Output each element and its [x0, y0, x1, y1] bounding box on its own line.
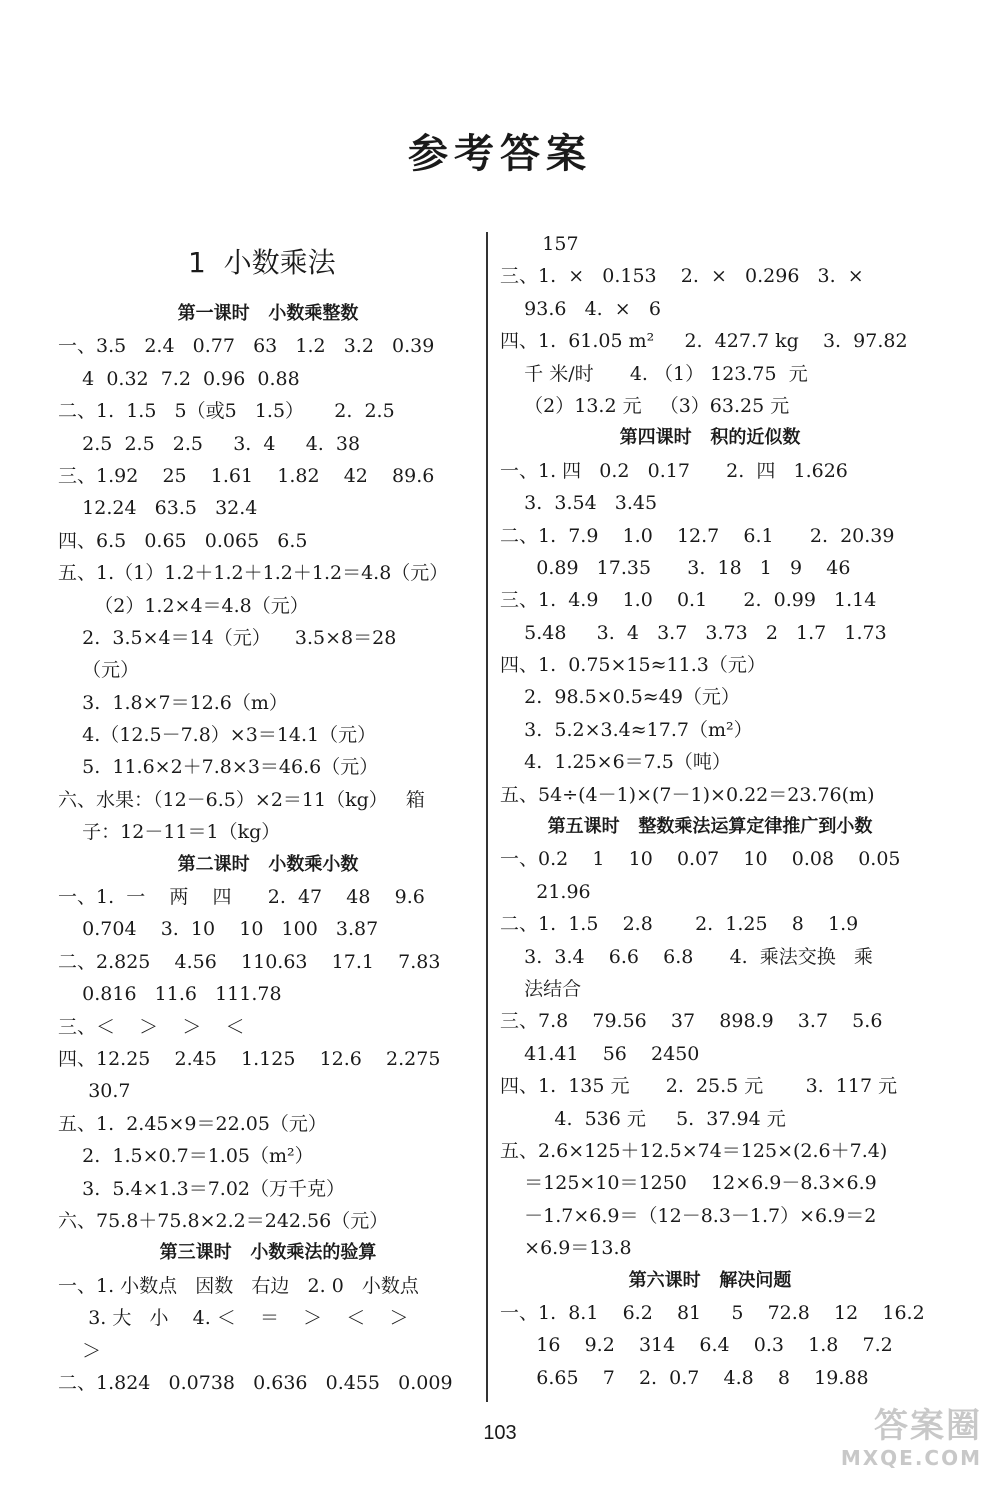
- watermark-bottom-text: MXQE.COM: [840, 1446, 982, 1470]
- answer-line: 4. 1.25×6＝7.5（吨）: [500, 751, 731, 774]
- answer-line: 二、1. 1.5 2.8 2. 1.25 8 1.9: [500, 913, 859, 936]
- answer-line: 三、1.92 25 1.61 1.82 42 89.6: [58, 464, 435, 487]
- watermark-logo: [782, 1406, 982, 1476]
- lesson-heading: 第四课时 积的近似数: [619, 427, 801, 449]
- answer-line: 三、＜ ＞ ＞ ＜: [58, 1015, 245, 1038]
- answer-line: 一、1. 一 两 四 2. 47 48 9.6: [58, 886, 425, 909]
- left-column: [58, 228, 478, 1399]
- answer-line: 2. 3.5×4＝14（元） 3.5×8＝28: [58, 626, 397, 649]
- lesson-heading: 第二课时 小数乘小数: [177, 853, 359, 875]
- answer-line: 0.89 17.35 3. 18 1 9 46: [500, 556, 851, 579]
- answer-line: 12.24 63.5 32.4: [58, 497, 258, 520]
- answer-line: 3. 1.8×7＝12.6（m）: [58, 691, 288, 714]
- answer-line: 4.（12.5－7.8）×3＝14.1（元）: [58, 724, 377, 747]
- answer-line: 六、75.8＋75.8×2.2＝242.56（元）: [58, 1209, 389, 1232]
- answer-line: 21.96: [500, 880, 591, 903]
- page-title: 参考答案: [408, 131, 592, 177]
- answer-line: 四、6.5 0.65 0.065 6.5: [58, 529, 308, 552]
- answer-line: ＝125×10＝1250 12×6.9－8.3×6.9: [500, 1172, 877, 1195]
- answer-line: 四、1. 135 元 2. 25.5 元 3. 117 元: [500, 1075, 898, 1098]
- lesson-heading: 第六课时 解决问题: [628, 1269, 792, 1291]
- answer-line: 三、1. × 0.153 2. × 0.296 3. ×: [500, 265, 864, 288]
- answer-line: 千 米/时 4. （1） 123.75 元: [500, 362, 808, 385]
- answer-line: 一、1. 8.1 6.2 81 5 72.8 12 16.2: [500, 1301, 925, 1324]
- answer-line: 16 9.2 314 6.4 0.3 1.8 7.2: [500, 1334, 893, 1357]
- answer-line: 6.65 7 2. 0.7 4.8 8 19.88: [500, 1366, 869, 1389]
- answer-line: 四、1. 61.05 m² 2. 427.7 kg 3. 97.82: [500, 330, 908, 353]
- answer-line: 4 0.32 7.2 0.96 0.88: [58, 367, 300, 390]
- answer-line: 二、1. 7.9 1.0 12.7 6.1 2. 20.39: [500, 524, 895, 547]
- answer-line: 3. 3.4 6.6 6.8 4. 乘法交换 乘: [500, 945, 873, 968]
- answer-line: 子：12－11＝1（kg）: [58, 821, 281, 844]
- answer-line: 30.7: [58, 1080, 131, 1103]
- answer-line: 五、2.6×125＋12.5×74＝125×(2.6＋7.4): [500, 1139, 888, 1162]
- answer-line: ＞: [58, 1339, 102, 1362]
- answer-line: 5.48 3. 4 3.7 3.73 2 1.7 1.73: [500, 621, 887, 644]
- answer-line: 一、1. 四 0.2 0.17 2. 四 1.626: [500, 459, 848, 482]
- answer-line: ×6.9＝13.8: [500, 1237, 632, 1260]
- right-column: [500, 228, 925, 1394]
- answer-line: 0.704 3. 10 10 100 3.87: [58, 918, 379, 941]
- answer-line: 41.41 56 2450: [500, 1042, 700, 1065]
- answer-line: 2.5 2.5 2.5 3. 4 4. 38: [58, 432, 361, 455]
- answer-line: 2. 1.5×0.7＝1.05（m²）: [58, 1145, 314, 1168]
- answer-line: 4. 536 元 5. 37.94 元: [500, 1107, 786, 1130]
- answer-line: 一、0.2 1 10 0.07 10 0.08 0.05: [500, 848, 901, 871]
- answer-line: 3. 3.54 3.45: [500, 492, 658, 515]
- answer-line: 5. 11.6×2＋7.8×3＝46.6（元）: [58, 756, 379, 779]
- answer-line: 法结合: [500, 977, 582, 1000]
- answer-line: （2）13.2 元 （3）63.25 元: [500, 394, 790, 417]
- answer-line: 0.816 11.6 111.78: [58, 983, 282, 1006]
- answer-line: 三、1. 4.9 1.0 0.1 2. 0.99 1.14: [500, 589, 877, 612]
- lesson-heading: 第五课时 整数乘法运算定律推广到小数: [547, 816, 873, 838]
- answer-line: 六、水果：（12－6.5）×2＝11（kg） 箱: [58, 788, 425, 811]
- answer-line: 五、54÷(4－1)×(7－1)×0.22＝23.76(m): [500, 783, 875, 806]
- answer-line: 二、2.825 4.56 110.63 17.1 7.83: [58, 950, 441, 973]
- answer-line: 二、1. 1.5 5（或5 1.5） 2. 2.5: [58, 400, 395, 423]
- answer-line: 3. 5.4×1.3＝7.02（万千克）: [58, 1177, 346, 1200]
- answer-line: 五、1. 2.45×9＝22.05（元）: [58, 1112, 327, 1135]
- answer-line: 3. 5.2×3.4≈17.7（m²）: [500, 718, 753, 741]
- answer-line: 二、1.824 0.0738 0.636 0.455 0.009: [58, 1371, 453, 1394]
- answer-line: （2）1.2×4＝4.8（元）: [58, 594, 309, 617]
- answer-line: 2. 98.5×0.5≈49（元）: [500, 686, 740, 709]
- column-divider: [486, 232, 488, 1402]
- answer-line: 157: [500, 233, 579, 255]
- lesson-heading: 第一课时 小数乘整数: [177, 303, 359, 324]
- chapter-heading: 1 小数乘法: [188, 246, 336, 279]
- lesson-heading: 第三课时 小数乘法的验算: [159, 1242, 377, 1264]
- page-number: 103: [483, 1422, 517, 1444]
- watermark-top-text: 答案圈: [874, 1406, 982, 1446]
- answer-line: 一、3.5 2.4 0.77 63 1.2 3.2 0.39: [58, 335, 435, 358]
- answer-line: 一、1. 小数点 因数 右边 2. 0 小数点: [58, 1274, 419, 1297]
- answer-line: 四、12.25 2.45 1.125 12.6 2.275: [58, 1047, 441, 1070]
- answer-line: 三、7.8 79.56 37 898.9 3.7 5.6: [500, 1010, 883, 1033]
- answer-line: 3. 大 小 4. ＜ ＝ ＞ ＜ ＞: [58, 1307, 409, 1330]
- answer-line: 四、1. 0.75×15≈11.3（元）: [500, 654, 766, 677]
- answer-line: （元）: [58, 659, 140, 682]
- answer-line: 93.6 4. × 6: [500, 297, 661, 320]
- answer-line: －1.7×6.9＝（12－8.3－1.7）×6.9＝2: [500, 1204, 877, 1227]
- answer-line: 五、1.（1）1.2＋1.2＋1.2＋1.2＝4.8（元）: [58, 562, 449, 585]
